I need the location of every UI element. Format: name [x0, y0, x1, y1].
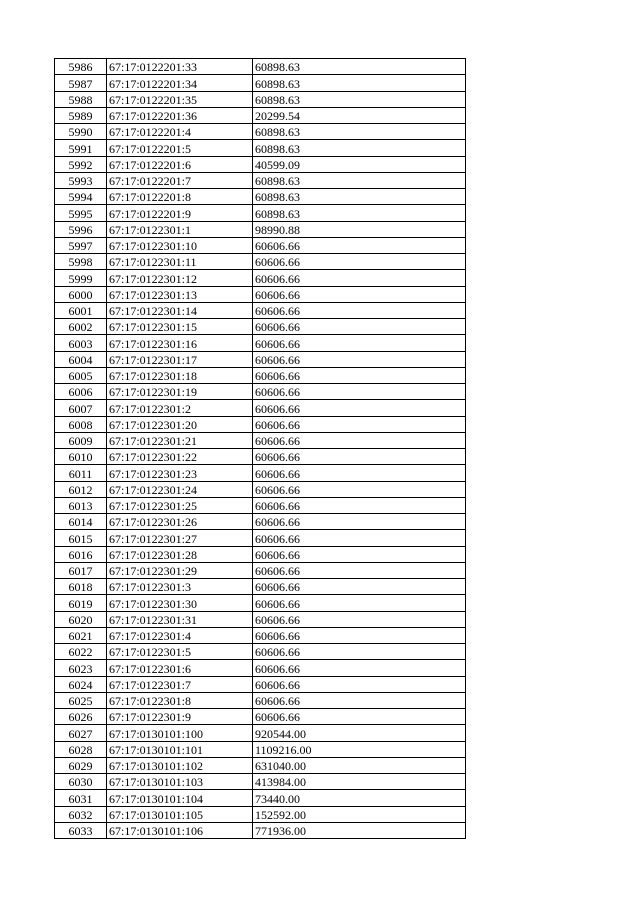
cadastral-number-cell: 67:17:0122301:27	[107, 530, 253, 546]
row-number-cell: 6009	[55, 432, 107, 448]
value-cell: 60606.66	[253, 562, 466, 578]
row-number-cell: 6031	[55, 790, 107, 806]
value-cell: 60606.66	[253, 514, 466, 530]
value-cell: 60606.66	[253, 579, 466, 595]
cadastral-number-cell: 67:17:0122301:16	[107, 335, 253, 351]
cadastral-number-cell: 67:17:0122301:8	[107, 692, 253, 708]
cadastral-number-cell: 67:17:0130101:100	[107, 725, 253, 741]
table-row	[55, 595, 466, 611]
cadastral-number-cell: 67:17:0122301:15	[107, 319, 253, 335]
value-cell: 60898.63	[253, 172, 466, 188]
value-cell: 60606.66	[253, 270, 466, 286]
row-number-cell: 6028	[55, 741, 107, 757]
row-number-cell: 6026	[55, 709, 107, 725]
row-number-cell: 5987	[55, 75, 107, 91]
row-number-cell: 6011	[55, 465, 107, 481]
row-number-cell: 6033	[55, 822, 107, 838]
value-cell: 60606.66	[253, 254, 466, 270]
cadastral-number-cell: 67:17:0122301:12	[107, 270, 253, 286]
value-cell: 60606.66	[253, 400, 466, 416]
row-number-cell: 5991	[55, 140, 107, 156]
table-row	[55, 156, 466, 172]
row-number-cell: 5996	[55, 221, 107, 237]
row-number-cell: 6021	[55, 627, 107, 643]
table-row	[55, 627, 466, 643]
value-cell: 60606.66	[253, 611, 466, 627]
row-number-cell: 6001	[55, 302, 107, 318]
cadastral-number-cell: 67:17:0122301:10	[107, 237, 253, 253]
cadastral-number-cell: 67:17:0130101:103	[107, 774, 253, 790]
row-number-cell: 5997	[55, 237, 107, 253]
row-number-cell: 6000	[55, 286, 107, 302]
table-body	[55, 59, 466, 839]
row-number-cell: 6022	[55, 644, 107, 660]
row-number-cell: 6030	[55, 774, 107, 790]
cadastral-number-cell: 67:17:0122301:29	[107, 562, 253, 578]
row-number-cell: 6020	[55, 611, 107, 627]
cadastral-number-cell: 67:17:0122301:22	[107, 449, 253, 465]
cadastral-number-cell: 67:17:0122201:33	[107, 59, 253, 75]
value-cell: 60898.63	[253, 59, 466, 75]
table-row	[55, 172, 466, 188]
value-cell: 60898.63	[253, 140, 466, 156]
value-cell: 98990.88	[253, 221, 466, 237]
cadastral-number-cell: 67:17:0122301:2	[107, 400, 253, 416]
cadastral-number-cell: 67:17:0122301:30	[107, 595, 253, 611]
cadastral-number-cell: 67:17:0122301:24	[107, 481, 253, 497]
value-cell: 60606.66	[253, 546, 466, 562]
table-row	[55, 302, 466, 318]
value-cell: 60898.63	[253, 124, 466, 140]
table-row	[55, 660, 466, 676]
cadastral-number-cell: 67:17:0122201:4	[107, 124, 253, 140]
table-row	[55, 676, 466, 692]
table-row	[55, 741, 466, 757]
value-cell: 60606.66	[253, 351, 466, 367]
value-cell: 60898.63	[253, 205, 466, 221]
row-number-cell: 6017	[55, 562, 107, 578]
cadastral-number-cell: 67:17:0130101:102	[107, 757, 253, 773]
value-cell: 60606.66	[253, 432, 466, 448]
value-cell: 60606.66	[253, 644, 466, 660]
value-cell: 60606.66	[253, 530, 466, 546]
value-cell: 60606.66	[253, 660, 466, 676]
table-row	[55, 75, 466, 91]
cadastral-number-cell: 67:17:0122201:5	[107, 140, 253, 156]
table-row	[55, 579, 466, 595]
cadastral-number-cell: 67:17:0122201:7	[107, 172, 253, 188]
cadastral-number-cell: 67:17:0122201:9	[107, 205, 253, 221]
cadastral-number-cell: 67:17:0122301:6	[107, 660, 253, 676]
row-number-cell: 5988	[55, 91, 107, 107]
table-row	[55, 335, 466, 351]
cadastral-number-cell: 67:17:0122301:9	[107, 709, 253, 725]
row-number-cell: 6019	[55, 595, 107, 611]
cadastral-number-cell: 67:17:0122301:4	[107, 627, 253, 643]
value-cell: 40599.09	[253, 156, 466, 172]
row-number-cell: 6032	[55, 806, 107, 822]
cadastral-number-cell: 67:17:0122301:5	[107, 644, 253, 660]
table-row	[55, 497, 466, 513]
value-cell: 60606.66	[253, 319, 466, 335]
row-number-cell: 6007	[55, 400, 107, 416]
cadastral-number-cell: 67:17:0122301:18	[107, 367, 253, 383]
cadastral-number-cell: 67:17:0122301:3	[107, 579, 253, 595]
value-cell: 152592.00	[253, 806, 466, 822]
row-number-cell: 5995	[55, 205, 107, 221]
value-cell: 60606.66	[253, 449, 466, 465]
table-row	[55, 416, 466, 432]
row-number-cell: 6008	[55, 416, 107, 432]
cadastral-number-cell: 67:17:0122301:13	[107, 286, 253, 302]
value-cell: 60606.66	[253, 465, 466, 481]
row-number-cell: 5986	[55, 59, 107, 75]
row-number-cell: 6029	[55, 757, 107, 773]
cadastral-number-cell: 67:17:0122201:36	[107, 107, 253, 123]
table-row	[55, 270, 466, 286]
cadastral-number-cell: 67:17:0130101:105	[107, 806, 253, 822]
row-number-cell: 6002	[55, 319, 107, 335]
cadastral-number-cell: 67:17:0122301:20	[107, 416, 253, 432]
cadastral-number-cell: 67:17:0122301:14	[107, 302, 253, 318]
table-row	[55, 790, 466, 806]
row-number-cell: 5993	[55, 172, 107, 188]
value-cell: 413984.00	[253, 774, 466, 790]
table-row	[55, 449, 466, 465]
table-row	[55, 286, 466, 302]
cadastral-number-cell: 67:17:0130101:101	[107, 741, 253, 757]
table-row	[55, 530, 466, 546]
table-row	[55, 59, 466, 75]
cadastral-number-cell: 67:17:0122301:31	[107, 611, 253, 627]
cadastral-number-cell: 67:17:0122301:25	[107, 497, 253, 513]
table-row	[55, 481, 466, 497]
table-row	[55, 140, 466, 156]
table-row	[55, 384, 466, 400]
row-number-cell: 6023	[55, 660, 107, 676]
cadastral-number-cell: 67:17:0122301:26	[107, 514, 253, 530]
value-cell: 631040.00	[253, 757, 466, 773]
row-number-cell: 6006	[55, 384, 107, 400]
table-row	[55, 757, 466, 773]
table-row	[55, 562, 466, 578]
cadastral-number-cell: 67:17:0122301:23	[107, 465, 253, 481]
data-table	[54, 58, 466, 839]
row-number-cell: 6012	[55, 481, 107, 497]
row-number-cell: 6014	[55, 514, 107, 530]
table-row	[55, 400, 466, 416]
row-number-cell: 6018	[55, 579, 107, 595]
cadastral-number-cell: 67:17:0122301:1	[107, 221, 253, 237]
table-row	[55, 644, 466, 660]
table-row	[55, 319, 466, 335]
table-row	[55, 237, 466, 253]
row-number-cell: 5999	[55, 270, 107, 286]
table-row	[55, 432, 466, 448]
row-number-cell: 5998	[55, 254, 107, 270]
value-cell: 60898.63	[253, 189, 466, 205]
value-cell: 60898.63	[253, 75, 466, 91]
cadastral-number-cell: 67:17:0122201:6	[107, 156, 253, 172]
value-cell: 60606.66	[253, 302, 466, 318]
table-row	[55, 221, 466, 237]
row-number-cell: 6005	[55, 367, 107, 383]
value-cell: 771936.00	[253, 822, 466, 838]
row-number-cell: 6024	[55, 676, 107, 692]
cadastral-number-cell: 67:17:0122201:34	[107, 75, 253, 91]
table-row	[55, 611, 466, 627]
table-row	[55, 806, 466, 822]
value-cell: 1109216.00	[253, 741, 466, 757]
table-row	[55, 254, 466, 270]
row-number-cell: 6016	[55, 546, 107, 562]
table-row	[55, 709, 466, 725]
value-cell: 60606.66	[253, 237, 466, 253]
table-row	[55, 205, 466, 221]
value-cell: 60606.66	[253, 627, 466, 643]
cadastral-number-cell: 67:17:0122301:17	[107, 351, 253, 367]
cadastral-number-cell: 67:17:0122301:7	[107, 676, 253, 692]
table-row	[55, 91, 466, 107]
table-row	[55, 546, 466, 562]
value-cell: 60606.66	[253, 335, 466, 351]
row-number-cell: 6015	[55, 530, 107, 546]
cadastral-number-cell: 67:17:0122301:21	[107, 432, 253, 448]
cadastral-number-cell: 67:17:0122201:8	[107, 189, 253, 205]
value-cell: 60606.66	[253, 595, 466, 611]
row-number-cell: 5994	[55, 189, 107, 205]
cadastral-number-cell: 67:17:0122201:35	[107, 91, 253, 107]
value-cell: 60606.66	[253, 416, 466, 432]
row-number-cell: 6025	[55, 692, 107, 708]
value-cell: 60606.66	[253, 384, 466, 400]
row-number-cell: 6004	[55, 351, 107, 367]
value-cell: 60606.66	[253, 676, 466, 692]
value-cell: 60898.63	[253, 91, 466, 107]
cadastral-number-cell: 67:17:0130101:104	[107, 790, 253, 806]
cadastral-number-cell: 67:17:0122301:11	[107, 254, 253, 270]
table-row	[55, 774, 466, 790]
table-row	[55, 124, 466, 140]
table-row	[55, 465, 466, 481]
table-row	[55, 351, 466, 367]
row-number-cell: 5990	[55, 124, 107, 140]
value-cell: 60606.66	[253, 709, 466, 725]
value-cell: 20299.54	[253, 107, 466, 123]
row-number-cell: 5992	[55, 156, 107, 172]
row-number-cell: 6013	[55, 497, 107, 513]
row-number-cell: 6027	[55, 725, 107, 741]
cadastral-number-cell: 67:17:0122301:19	[107, 384, 253, 400]
table-row	[55, 367, 466, 383]
cadastral-number-cell: 67:17:0122301:28	[107, 546, 253, 562]
table-row	[55, 107, 466, 123]
value-cell: 920544.00	[253, 725, 466, 741]
table-row	[55, 189, 466, 205]
value-cell: 60606.66	[253, 692, 466, 708]
table-row	[55, 692, 466, 708]
row-number-cell: 6003	[55, 335, 107, 351]
table-row	[55, 514, 466, 530]
row-number-cell: 5989	[55, 107, 107, 123]
cadastral-number-cell: 67:17:0130101:106	[107, 822, 253, 838]
row-number-cell: 6010	[55, 449, 107, 465]
value-cell: 60606.66	[253, 481, 466, 497]
table-row	[55, 725, 466, 741]
value-cell: 60606.66	[253, 497, 466, 513]
value-cell: 60606.66	[253, 286, 466, 302]
table-row	[55, 822, 466, 838]
value-cell: 60606.66	[253, 367, 466, 383]
value-cell: 73440.00	[253, 790, 466, 806]
